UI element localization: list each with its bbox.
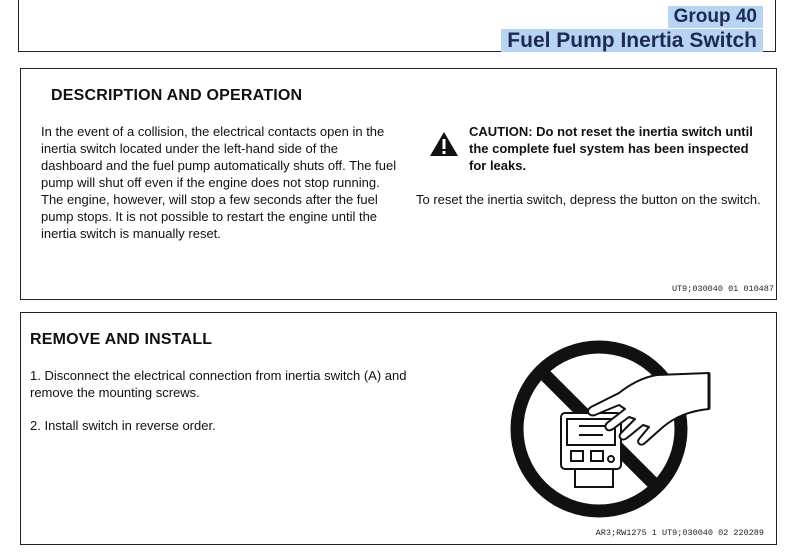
remove-install-heading: REMOVE AND INSTALL [30,331,213,348]
section-title: Fuel Pump Inertia Switch [501,29,763,52]
group-label: Group 40 [668,6,763,28]
page-header [18,0,776,52]
list-item: 2. Install switch in reverse order. [30,418,216,433]
list-item: 1. Disconnect the electrical connection from inertia switch (A) and remove the mounting screws. [30,368,407,400]
reference-code: UT9;030040 01 010487 [671,284,774,294]
description-panel [20,68,777,300]
remove-install-panel [20,312,777,545]
reset-instruction: To reset the inertia switch, depress the button on the switch. [416,192,761,207]
reference-code: AR3;RW1275 1 UT9;030040 02 220289 [595,528,764,538]
steps-list [30,367,430,450]
caution-icon [429,131,459,157]
description-body: In the event of a collision, the electrical contacts open in the inertia switch located under the left-hand side of the dashboard and the fuel pump automatically shuts off. The fuel pump will shut off even if the engine does not stop running. The engine, however, will stop a few seconds after the fuel pump stops. It is not possible to restart the engine until the inertia switch is manually reset. [41,124,397,241]
description-heading: DESCRIPTION AND OPERATION [51,87,303,104]
caution-notice [429,123,769,175]
caution-text: CAUTION: Do not reset the inertia switch until the complete fuel system has been inspected for leaks. [469,124,753,173]
inertia-switch-figure [479,331,741,523]
